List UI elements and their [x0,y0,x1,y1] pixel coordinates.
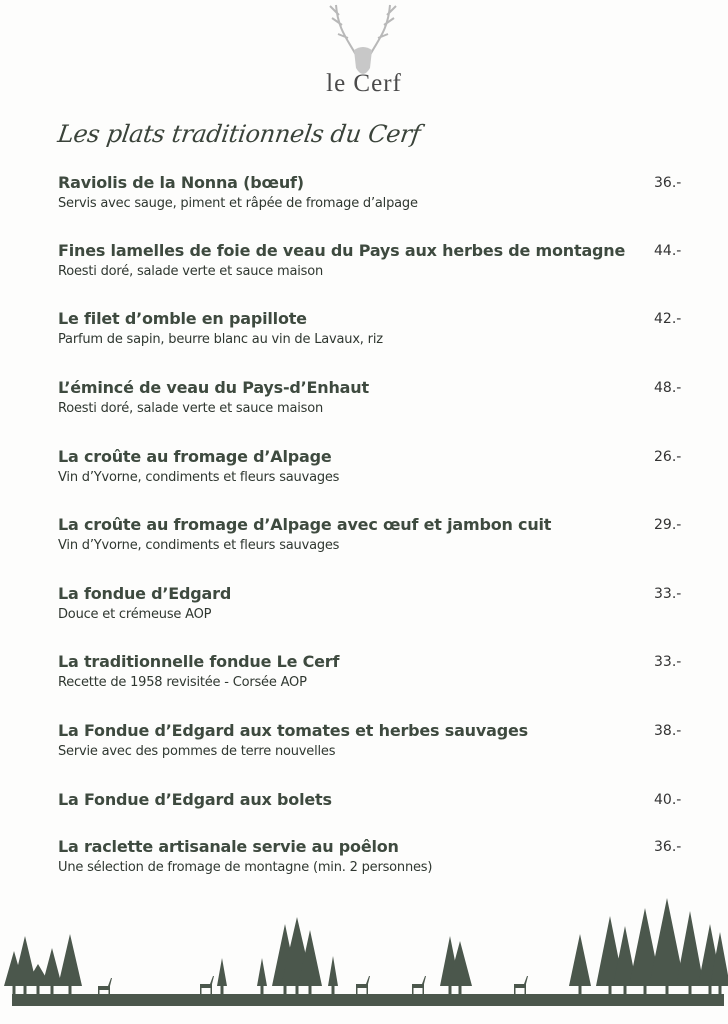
dish-name: La fondue d’Edgard [58,584,232,603]
dish-price: 44.- [654,243,682,259]
dish-description: Vin d’Yvorne, condiments et fleurs sauvages [58,470,340,485]
menu-item [58,241,688,279]
page-title: Les plats traditionnels du Cerf [56,120,423,148]
menu-item [58,173,688,211]
dish-price: 42.- [654,311,682,327]
tree-icon [42,948,62,996]
dish-name: La raclette artisanale servie au poêlon [58,837,399,856]
deer-icon [200,976,214,994]
dish-price: 26.- [654,449,682,465]
tree-icon [257,958,267,996]
dish-name: La Fondue d’Edgard aux tomates et herbes sauvages [58,721,528,740]
menu-item [58,515,688,553]
dish-description: Roesti doré, salade verte et sauce maison [58,401,323,416]
dish-name: L’émincé de veau du Pays-d’Enhaut [58,378,369,397]
dish-name: Le filet d’omble en papillote [58,309,307,328]
dish-price: 36.- [654,839,682,855]
dish-description: Recette de 1958 revisitée - Corsée AOP [58,675,307,690]
tree-icon [58,934,82,996]
menu-item [58,652,688,690]
dish-description: Servie avec des pommes de terre nouvelles [58,744,336,759]
deer-icon [356,976,370,994]
dish-description: Une sélection de fromage de montagne (min. 2 personnes) [58,860,433,875]
dish-price: 36.- [654,175,682,191]
dish-price: 33.- [654,654,682,670]
tree-icon [328,956,338,996]
deer-icon [514,976,528,994]
dish-name: La croûte au fromage d’Alpage [58,447,332,466]
menu-item [58,584,688,622]
menu-item [58,790,688,809]
dish-description: Servis avec sauge, piment et râpée de fromage d’alpage [58,196,418,211]
menu-item [58,447,688,485]
dish-name: Fines lamelles de foie de veau du Pays aux herbes de montagne [58,241,626,260]
dish-price: 38.- [654,723,682,739]
menu-item [58,837,688,875]
dish-description: Vin d’Yvorne, condiments et fleurs sauvages [58,538,340,553]
dish-name: Raviolis de la Nonna (bœuf) [58,173,304,192]
restaurant-name: le Cerf [326,70,402,97]
dish-price: 48.- [654,380,682,396]
deer-icon [412,976,426,994]
dish-price: 29.- [654,517,682,533]
deer-icon [98,978,112,996]
dish-description: Roesti doré, salade verte et sauce maison [58,264,323,279]
menu-item [58,378,688,416]
dish-price: 33.- [654,586,682,602]
stag-head-logo-icon [318,0,408,80]
dish-name: La croûte au fromage d’Alpage avec œuf et jambon cuit [58,515,552,534]
menu-item [58,309,688,347]
tree-icon [569,934,591,996]
forest-deer-landscape-icon [0,880,728,1024]
dish-description: Douce et crémeuse AOP [58,607,212,622]
menu-item [58,721,688,759]
dish-description: Parfum de sapin, beurre blanc au vin de Lavaux, riz [58,332,383,347]
dish-name: La traditionnelle fondue Le Cerf [58,652,340,671]
dish-price: 40.- [654,792,682,808]
dish-name: La Fondue d’Edgard aux bolets [58,790,332,809]
tree-icon [217,958,227,996]
